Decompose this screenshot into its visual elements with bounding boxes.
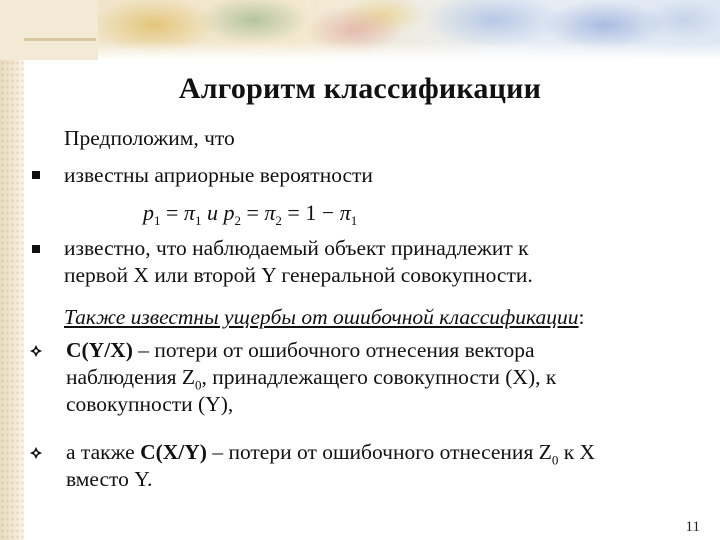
bullet-priors-text: известны априорные вероятности <box>64 163 373 187</box>
square-bullet-icon <box>32 171 40 179</box>
loss-cyx-line1: C(Y/X) – потери от ошибочного отнесения вектора <box>66 338 535 362</box>
page-number: 11 <box>685 519 700 535</box>
corner-decor-line <box>24 38 96 41</box>
square-bullet-icon <box>32 245 40 253</box>
slide-title: Алгоритм классификации <box>178 72 542 105</box>
loss-cyx-line2: наблюдения $Z_0$, принадлежащего совокупности (X), к <box>66 365 557 393</box>
probability-formula: $p_1 = \pi_1$ и $p_2 = \pi_2 = 1 - \pi_1$ <box>143 200 358 228</box>
diamond-bullet-icon <box>29 446 43 460</box>
corner-decor <box>0 0 98 60</box>
top-decor-band <box>24 0 720 60</box>
diamond-bullet-icon <box>29 344 43 358</box>
loss-cxy-line1: а также C(X/Y) – потери от ошибочного отнесения $Z_0$ к X <box>66 440 596 468</box>
bullet-membership-line1: известно, что наблюдаемый объект принадлежит к <box>64 236 529 260</box>
bullet-membership-line2: первой X или второй Y генеральной совокупности. <box>64 263 533 287</box>
loss-cyx-line3: совокупности (Y), <box>66 392 234 416</box>
loss-cxy-line2: вместо Y. <box>66 467 153 491</box>
intro-text: Предположим, что <box>64 126 235 150</box>
losses-intro: Также известны ущербы от ошибочной классификации: <box>64 305 585 329</box>
